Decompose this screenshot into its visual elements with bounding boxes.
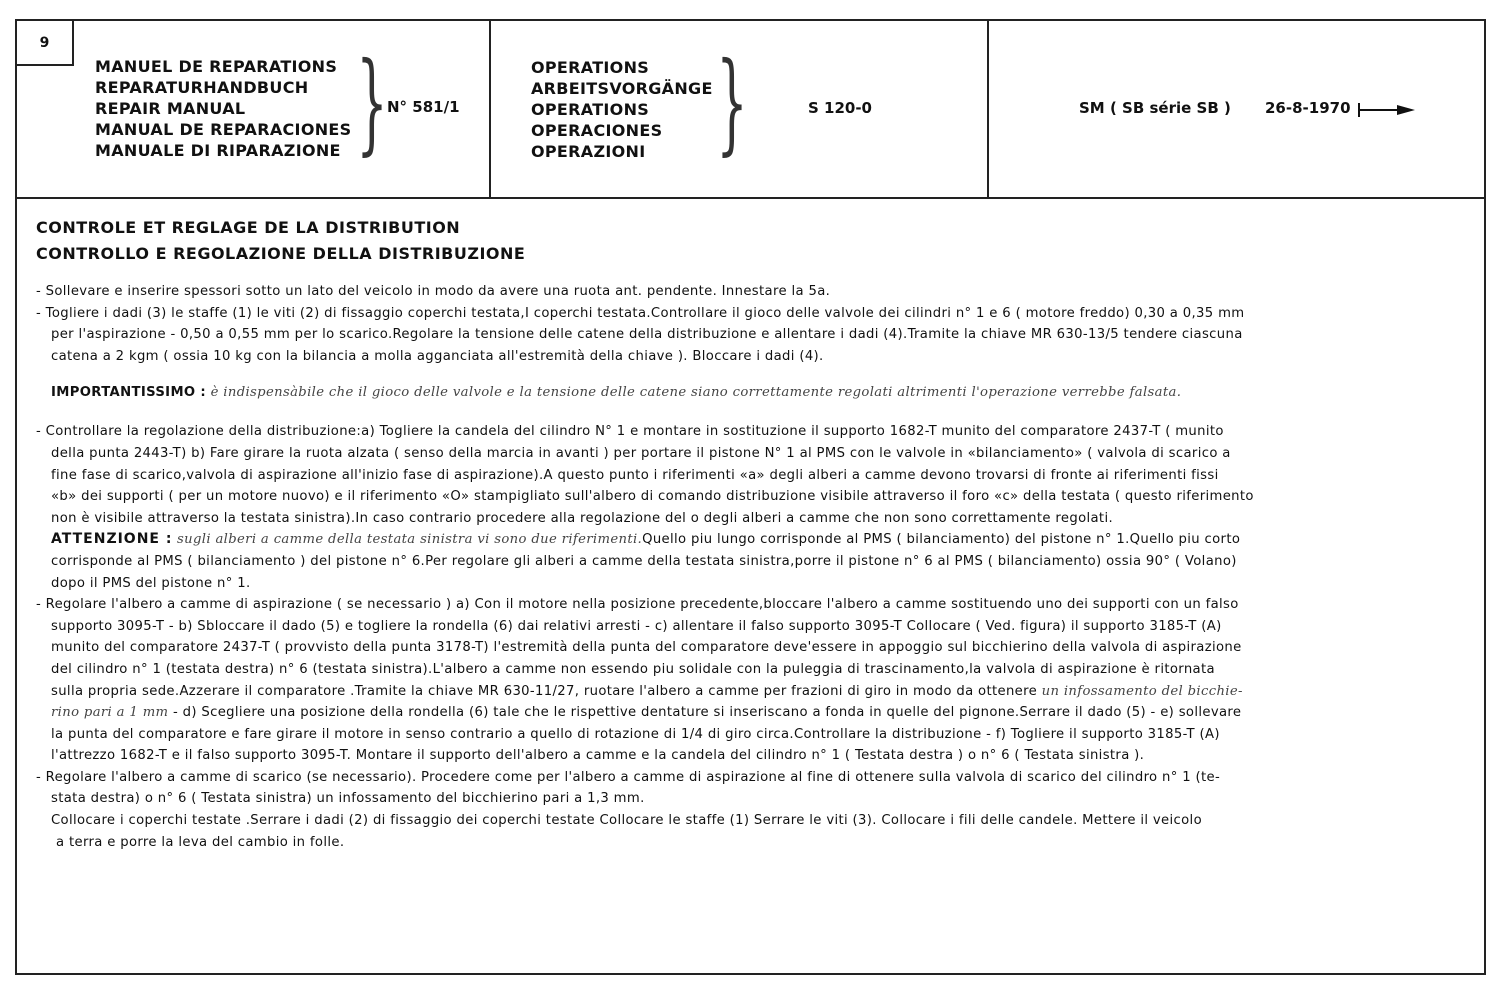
text-line: supporto 3095-T - b) Sbloccare il dado (5) e togliere la rondella (6) dai relativi arresti - c) allentare il falso supporto 3095-T Collocare ( Ved. figura) il supporto 3185-T (A) (51, 618, 1222, 634)
italic-segment: un infossamento del bicchie- (1041, 683, 1243, 699)
paragraph-raise-vehicle (36, 281, 1466, 303)
section-headings (36, 215, 1466, 267)
text-line: stata destra) o n° 6 ( Testata sinistra) un infossamento del bicchierino pari a 1,3 mm. (51, 791, 645, 807)
text-line: munito del comparatore 2437-T ( provvisto della punta 3178-T) l'estremità della punta del comparatore deve'essere in appoggio sul bicchierino della valvola di aspirazione (51, 640, 1242, 656)
text-segment: - d) Scegliere una posizione della rondella (6) tale che le rispettive dentature si inseriscano a fonda in quelle del pignone.Serrare il dado (5) - e) sollevare (168, 705, 1242, 721)
text-line: l'attrezzo 1682-T e il falso supporto 3095-T. Montare il supporto dell'albero a camme e la candela del cilindro n° 1 ( Testata destra ) o n° 6 ( Testata sinistra ). (51, 748, 1145, 764)
text-line: - Regolare l'albero a camme di aspirazione ( se necessario ) a) Con il motore nella posizione precedente,bloccare l'albero a camme sostituendo uno dei supporti con un falso (36, 597, 1239, 613)
manual-number: N° 581/1 (387, 98, 460, 116)
vehicle-model: SM ( SB série SB ) (1079, 99, 1231, 117)
attention-text: Quello piu lungo corrisponde al PMS ( bilanciamento) del pistone n° 1.Quello piu corto (642, 532, 1241, 548)
text-line: - Sollevare e inserire spessori sotto un lato del veicolo in modo da avere una ruota ant. pendente. Innestare la 5a. (36, 284, 831, 299)
paragraph-exhaust-camshaft (36, 767, 1466, 853)
page-number: 9 (17, 21, 74, 66)
operation-title-fr: OPERATIONS (531, 58, 650, 77)
attention-label: ATTENZIONE : (51, 531, 173, 548)
brace-left-icon: } (356, 38, 388, 166)
continuation-arrow-icon (1357, 99, 1417, 121)
text-line: - Regolare l'albero a camme di scarico (se necessario). Procedere come per l'albero a camme di aspirazione al fine di ottenere sulla valvola di scarico del cilindro n° 1 (te- (36, 769, 1221, 785)
text-line: corrisponde al PMS ( bilanciamento ) del pistone n° 6.Per regolare gli alberi a camme della testata sinistra,porre il pistone n° 6 al PMS ( bilanciamento) ossia 90° ( Volano) (51, 553, 1237, 569)
header-divider (489, 21, 491, 197)
manual-title-de: REPARATURHANDBUCH (95, 78, 309, 97)
brace-right-icon: } (716, 38, 748, 166)
text-line (36, 681, 1466, 703)
manual-title-es: MANUAL DE REPARACIONES (95, 120, 352, 139)
operation-title-es: OPERACIONES (531, 121, 663, 140)
attention-italic: sugli alberi a camme della testata sinistra vi sono due riferimenti. (177, 532, 643, 548)
text-line: catena a 2 kgm ( ossia 10 kg con la bilancia a molla agganciata all'estremità della chiave ). Bloccare i dadi (4). (51, 348, 824, 364)
paragraph-intake-camshaft (36, 594, 1466, 767)
paragraph-valve-clearance (36, 303, 1466, 368)
text-line: della punta 2443-T) b) Fare girare la ruota alzata ( senso della marcia in avanti ) per portare il pistone N° 1 al PMS con le valvole in «bilanciamento» ( valvola di scarico a (51, 445, 1231, 461)
important-text: è indispensàbile che il gioco delle valvole e la tensione delle catene siano correttamente regolati altrimenti l'operazione verrebbe falsata. (210, 385, 1182, 401)
header-divider (987, 21, 989, 197)
revision-date: 26-8-1970 (1265, 99, 1351, 117)
heading-italian: CONTROLLO E REGOLAZIONE DELLA DISTRIBUZIONE (36, 244, 526, 263)
manual-title-it: MANUALE DI RIPARAZIONE (95, 141, 341, 160)
text-line: per l'aspirazione - 0,50 a 0,55 mm per lo scarico.Regolare la tensione delle catene della distribuzione e allentare i dadi (4).Tramite la chiave MR 630-13/5 tendere ciascuna (51, 327, 1243, 343)
text-line: dopo il PMS del pistone n° 1. (51, 575, 251, 591)
document-body (36, 215, 1466, 853)
attention-line (36, 529, 1466, 551)
important-note (51, 382, 1466, 403)
operation-titles (531, 57, 713, 162)
important-label: IMPORTANTISSIMO : (51, 385, 207, 401)
text-line: la punta del comparatore e fare girare il motore in senso contrario a quello di rotazione di 1/4 di giro circa.Controllare la distribuzione - f) Togliere il supporto 3185-T (A) (51, 726, 1220, 742)
text-line (36, 702, 1466, 724)
operation-title-en: OPERATIONS (531, 100, 650, 119)
manual-title-fr: MANUEL DE REPARATIONS (95, 57, 338, 76)
text-line: non è visibile attraverso la testata sinistra).In caso contrario procedere alla regolazione del o degli alberi a camme che non sono correttamente regolati. (51, 510, 1114, 526)
text-line: fine fase di scarico,valvola di aspirazione all'inizio fase di aspirazione).A questo punto i riferimenti «a» degli alberi a camme devono trovarsi di fronte ai riferimenti fissi (51, 467, 1219, 483)
operation-title-de: ARBEITSVORGÄNGE (531, 79, 713, 98)
manual-title-en: REPAIR MANUAL (95, 99, 246, 118)
text-line: a terra e porre la leva del cambio in folle. (56, 834, 345, 850)
heading-french: CONTROLE ET REGLAGE DE LA DISTRIBUTION (36, 218, 461, 237)
text-line: - Controllare la regolazione della distribuzione:a) Togliere la candela del cilindro N° 1 e montare in sostituzione il supporto 1682-T munito del comparatore 2437-T ( munito (36, 424, 1224, 440)
text-line: del cilindro n° 1 (testata destra) n° 6 (testata sinistra).L'albero a camme non essendo piu solidale con la puleggia di trascinamento,la valvola di aspirazione è ritornata (51, 661, 1215, 677)
page-frame (15, 19, 1486, 975)
text-segment: sulla propria sede.Azzerare il comparatore .Tramite la chiave MR 630-11/27, ruotare l'albero a camme per frazioni di giro in modo da ottenere (51, 683, 1038, 699)
italic-segment: rino pari a 1 mm (51, 705, 169, 721)
text-line: - Togliere i dadi (3) le staffe (1) le viti (2) di fissaggio coperchi testata,I coperchi testata.Controllare il gioco delle valvole dei cilindri n° 1 e 6 ( motore freddo) 0,30 a 0,35 mm (36, 305, 1245, 321)
paragraph-check-distribution (36, 421, 1466, 594)
manual-titles (95, 56, 351, 161)
text-line: «b» dei supporti ( per un motore nuovo) e il riferimento «O» stampigliato sull'albero di comando distribuzione visibile attraverso il foro «c» della testata ( questo riferimento (51, 489, 1254, 505)
header-block (17, 21, 1484, 199)
text-line: Collocare i coperchi testate .Serrare i dadi (2) di fissaggio dei coperchi testate Collocare le staffe (1) Serrare le viti (3). Collocare i fili delle candele. Mettere il veicolo (51, 813, 1202, 829)
operation-code: S 120-0 (808, 99, 872, 117)
operation-title-it: OPERAZIONI (531, 142, 646, 161)
